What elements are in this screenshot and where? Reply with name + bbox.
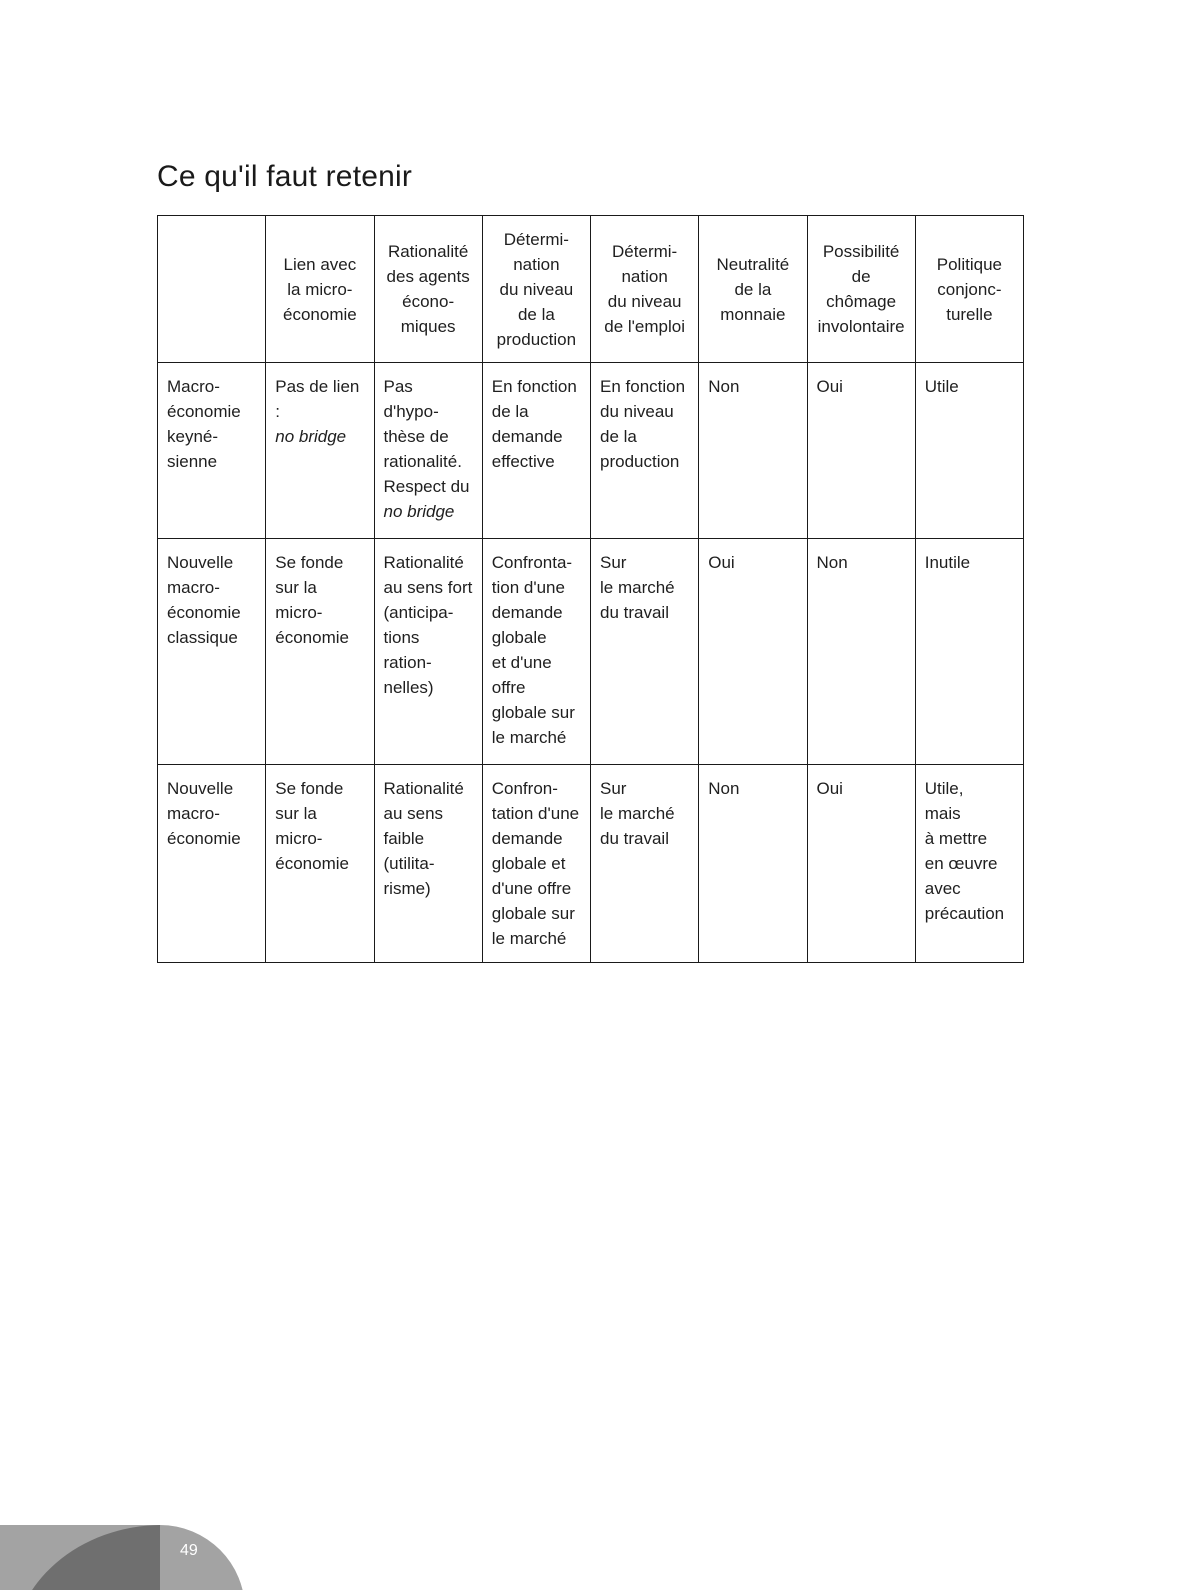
summary-table (157, 215, 1024, 963)
header-chomage: Possibilité de chômage involontaire (807, 216, 915, 363)
table-row (158, 539, 1024, 765)
header-emploi: Détermi- nation du niveau de l'emploi (591, 216, 699, 363)
header-rationalite: Rationalité des agents écono- miques (374, 216, 482, 363)
cell-rationalite (374, 363, 482, 539)
page-footer-decoration (0, 1525, 245, 1590)
cell-emploi: Sur le marché du travail (591, 539, 699, 765)
footer-arc-shape (12, 1525, 160, 1590)
cell-text: Pas de lien : (275, 377, 360, 421)
table-row (158, 765, 1024, 963)
cell-production: Confronta- tion d'une demande globale et d'une offre globale sur le marché (482, 539, 590, 765)
cell-lien: Se fonde sur la micro- économie (266, 539, 374, 765)
section-title: Ce qu'il faut retenir (157, 160, 413, 193)
row-label: Nouvelle macro- économie classique (158, 539, 266, 765)
cell-politique: Utile, mais à mettre en œuvre avec précaution (915, 765, 1023, 963)
cell-rationalite: Rationalité au sens fort (anticipa- tions ration- nelles) (374, 539, 482, 765)
cell-politique: Utile (915, 363, 1023, 539)
cell-chomage: Non (807, 539, 915, 765)
footer-arc-clip (0, 1525, 160, 1590)
header-politique: Politique conjonc- turelle (915, 216, 1023, 363)
header-production: Détermi- nation du niveau de la production (482, 216, 590, 363)
cell-neutralite: Oui (699, 539, 807, 765)
cell-production: En fonction de la demande effective (482, 363, 590, 539)
cell-politique: Inutile (915, 539, 1023, 765)
cell-italic-text: no bridge (383, 502, 455, 521)
header-empty (158, 216, 266, 363)
row-label: Macro- économie keyné- sienne (158, 363, 266, 539)
header-lien-micro: Lien avec la micro- économie (266, 216, 374, 363)
cell-emploi: Sur le marché du travail (591, 765, 699, 963)
table-header-row (158, 216, 1024, 363)
table-row (158, 363, 1024, 539)
cell-production: Confron- tation d'une demande globale et d'une offre globale sur le marché (482, 765, 590, 963)
cell-chomage: Oui (807, 765, 915, 963)
page-number: 49 (180, 1542, 198, 1559)
cell-rationalite: Rationalité au sens faible (utilita- risme) (374, 765, 482, 963)
cell-lien: Se fonde sur la micro- économie (266, 765, 374, 963)
cell-emploi: En fonction du niveau de la production (591, 363, 699, 539)
cell-neutralite: Non (699, 765, 807, 963)
cell-text: Pas d'hypo- thèse de rationalité. Respect du (383, 377, 470, 496)
cell-neutralite: Non (699, 363, 807, 539)
cell-italic-text: no bridge (275, 427, 347, 446)
cell-chomage: Oui (807, 363, 915, 539)
cell-lien (266, 363, 374, 539)
row-label: Nouvelle macro- économie (158, 765, 266, 963)
header-neutralite: Neutralité de la monnaie (699, 216, 807, 363)
